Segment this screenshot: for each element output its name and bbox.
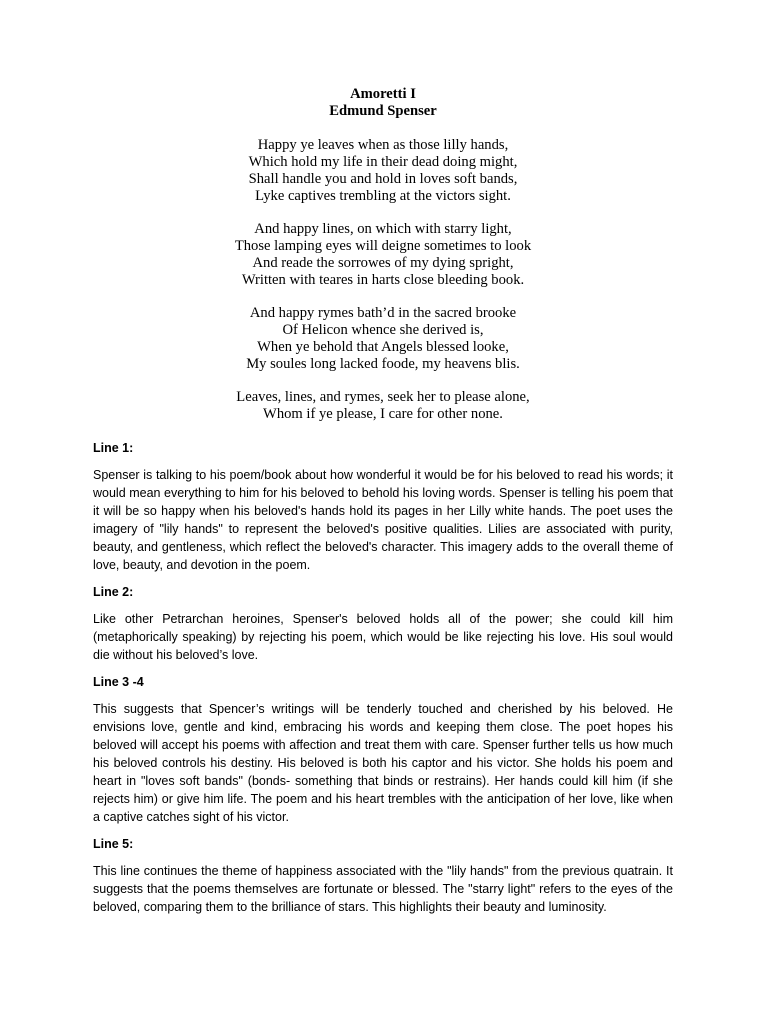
section-heading: Line 2:	[93, 585, 134, 599]
section-heading: Line 5:	[93, 837, 134, 851]
poem-author: Edmund Spenser	[329, 103, 437, 119]
analysis-section-line-2	[93, 583, 673, 664]
poem-line: And reade the sorrowes of my dying spright,	[252, 255, 514, 271]
section-heading: Line 3 -4	[93, 675, 144, 689]
poem-line: Leaves, lines, and rymes, seek her to please alone,	[236, 389, 530, 405]
poem-line: Shall handle you and hold in loves soft bands,	[248, 171, 518, 187]
analysis-section-line-3-4	[93, 673, 673, 826]
poem-line: Happy ye leaves when as those lilly hands,	[257, 137, 509, 153]
analysis	[93, 439, 673, 916]
section-body: This line continues the theme of happiness associated with the "lily hands" from the previous quatrain. It suggests that the poems themselves are fortunate or blessed. The "starry light" refers to the eyes of the beloved, comparing them to the brilliance of stars. This highlights their beauty and luminosity.	[93, 864, 673, 914]
stanza-2	[93, 221, 673, 289]
poem-line: Those lamping eyes will deigne sometimes to look	[234, 238, 532, 254]
poem-line: And happy rymes bath’d in the sacred brooke	[249, 305, 517, 321]
poem-line: When ye behold that Angels blessed looke,	[257, 339, 509, 355]
poem-line: Written with teares in harts close bleeding book.	[241, 272, 525, 288]
poem-line: My soules long lacked foode, my heavens blis.	[246, 356, 520, 372]
document-page	[93, 86, 673, 925]
section-body: This suggests that Spencer’s writings will be tenderly touched and cherished by his beloved. He envisions love, gentle and kind, embracing his words and keeping them close. The poet hopes his beloved will accept his poems with affection and treat them with care. Spenser further tells us how much his beloved controls his destiny. His beloved is both his captor and his victor. She holds his poem and heart in "loves soft bands" (bonds- something that binds or restrains). Her hands could kill him (if she rejects him) or give him life. The poem and his heart trembles with the anticipation of her love, like when a captive catches sight of his victor.	[93, 702, 673, 824]
poem-line: Which hold my life in their dead doing might,	[248, 154, 518, 170]
analysis-section-line-5	[93, 835, 673, 916]
analysis-section-line-1	[93, 439, 673, 574]
section-body: Spenser is talking to his poem/book about how wonderful it would be for his beloved to read his words; it would mean everything to him for his beloved to behold his loving words. Spenser is telling his poem that it will be so happy when his beloved's hands hold its pages in her Lilly white hands. The poet uses the imagery of "lily hands" to represent the beloved's positive qualities. Lilies are associated with purity, beauty, and gentleness, which reflect the beloved's character. This imagery adds to the overall theme of love, beauty, and devotion in the poem.	[93, 468, 673, 572]
poem-title: Amoretti I	[350, 86, 416, 102]
poem-line: Of Helicon whence she derived is,	[282, 322, 484, 338]
stanza-4	[93, 389, 673, 423]
poem-line: Whom if ye please, I care for other none.	[263, 406, 503, 422]
stanza-3	[93, 305, 673, 373]
poem	[93, 86, 673, 423]
section-body: Like other Petrarchan heroines, Spenser's beloved holds all of the power; she could kill him (metaphorically speaking) by rejecting his poem, which would be like rejecting his love. His soul would die without his beloved’s love.	[93, 612, 673, 662]
section-heading: Line 1:	[93, 441, 134, 455]
poem-line: And happy lines, on which with starry light,	[254, 221, 512, 237]
poem-line: Lyke captives trembling at the victors sight.	[255, 188, 511, 204]
stanza-1	[93, 137, 673, 205]
